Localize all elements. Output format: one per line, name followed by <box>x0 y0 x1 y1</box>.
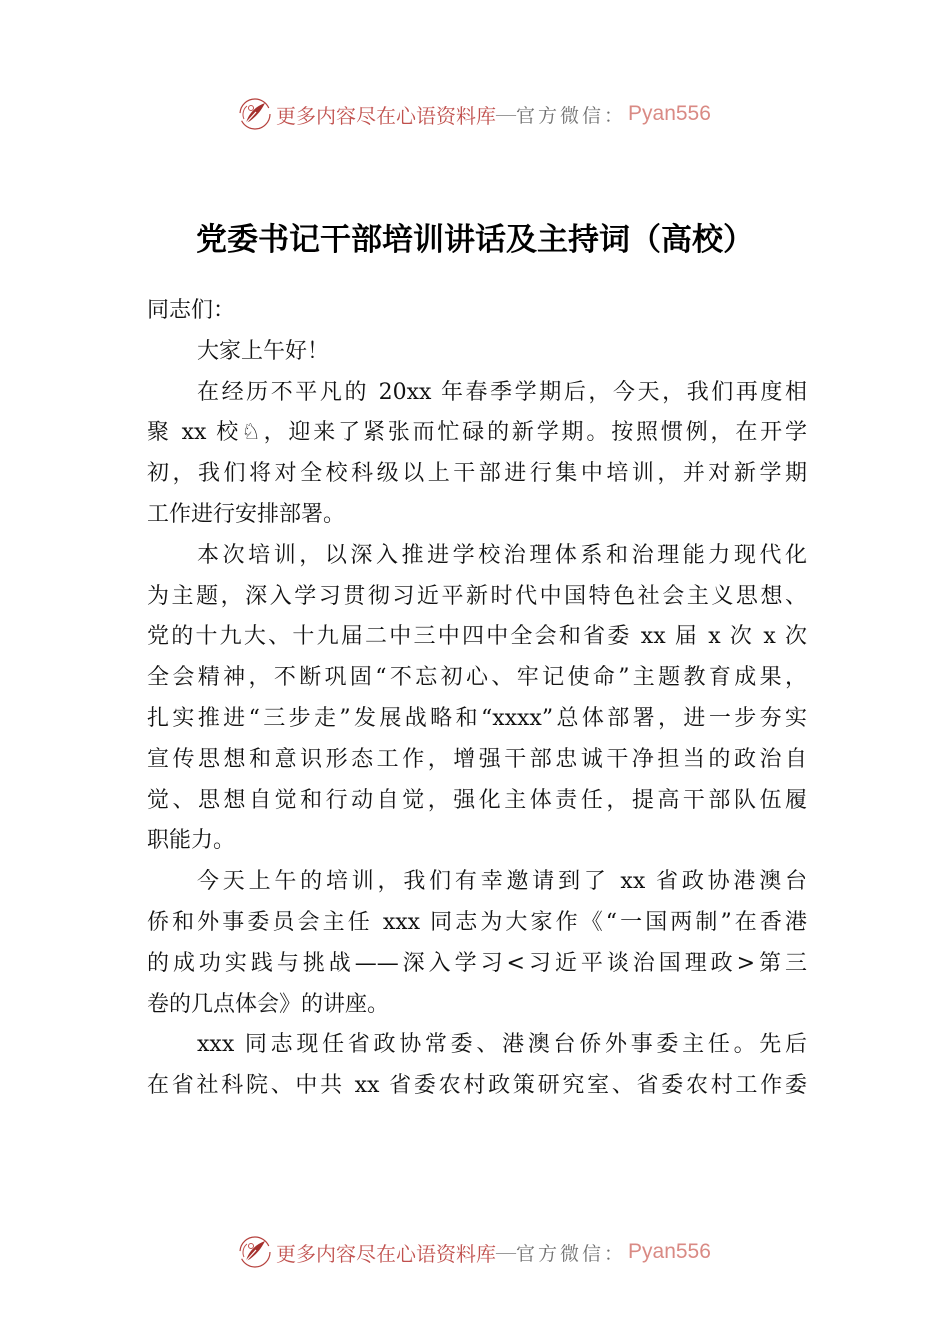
paragraph-line: 宣传思想和意识形态工作，增强干部忠诚干净担当的政治自 <box>147 746 807 772</box>
paragraph-training-theme <box>147 536 807 862</box>
greeting: 大家上午好！ <box>197 338 330 364</box>
paragraph-line: 扎实推进“三步走”发展战略和“xxxx”总体部署，进一步夯实 <box>147 705 807 731</box>
paragraph-line: 初，我们将对全校科级以上干部进行集中培训，并对新学期 <box>147 461 807 487</box>
paragraph-line: 全会精神，不断巩固“不忘初心、牢记使命”主题教育成果， <box>147 665 807 691</box>
paragraph-line: 工作进行安排部署。 <box>147 501 346 527</box>
paragraph-line: xxx 同志现任省政协常委、港澳台侨外事委主任。先后 <box>197 1032 807 1058</box>
salutation: 同志们： <box>147 298 236 323</box>
document-title: 党委书记干部培训讲话及主持词（高校） <box>196 222 754 258</box>
paragraph-speaker-bio <box>147 1025 807 1107</box>
document-body <box>147 291 807 1107</box>
paragraph-line: 在经历不平凡的 20xx 年春季学期后，今天，我们再度相 <box>197 379 807 405</box>
paragraph-line: 今天上午的培训，我们有幸邀请到了 xx 省政协港澳台 <box>197 869 807 895</box>
paragraph-line: 聚 xx 校♘，迎来了紧张而忙碌的新学期。按照惯例，在开学 <box>147 420 807 446</box>
paragraph-line: 党的十九大、十九届二中三中四中全会和省委 xx 届 x 次 x 次 <box>147 624 807 650</box>
quill-pen-logo-icon <box>238 1235 272 1269</box>
paragraph-line: 本次培训，以深入推进学校治理体系和治理能力现代化 <box>197 542 807 568</box>
paragraph-line: 的成功实践与挑战——深入学习<习近平谈治国理政>第三 <box>147 950 807 976</box>
watermark-wechat-label: 官方微信： <box>516 104 627 127</box>
watermark-library-text: 更多内容尽在心语资料库 <box>276 1243 496 1266</box>
watermark-dash: — <box>496 102 516 125</box>
quill-pen-logo-icon <box>238 97 272 131</box>
watermark-wechat-label: 官方微信： <box>516 1242 627 1265</box>
paragraph-line: 侨和外事委员会主任 xxx 同志为大家作《“一国两制”在香港 <box>147 909 807 935</box>
watermark-dash: — <box>496 1240 516 1263</box>
paragraph-opening <box>147 373 807 536</box>
watermark-wechat-id: Pyan556 <box>628 102 711 125</box>
header-watermark <box>238 94 728 134</box>
paragraph-line: 在省社科院、中共 xx 省委农村政策研究室、省委农村工作委 <box>147 1073 807 1099</box>
paragraph-line: 卷的几点体会》的讲座。 <box>147 991 390 1017</box>
footer-watermark <box>238 1232 728 1272</box>
watermark-library-text: 更多内容尽在心语资料库 <box>276 105 496 128</box>
paragraph-line: 觉、思想自觉和行动自觉，强化主体责任，提高干部队伍履 <box>147 787 807 813</box>
paragraph-line: 职能力。 <box>147 828 236 854</box>
paragraph-lecture-intro <box>147 862 807 1025</box>
paragraph-line: 为主题，深入学习贯彻习近平新时代中国特色社会主义思想、 <box>147 583 807 609</box>
watermark-wechat-id: Pyan556 <box>628 1240 711 1263</box>
